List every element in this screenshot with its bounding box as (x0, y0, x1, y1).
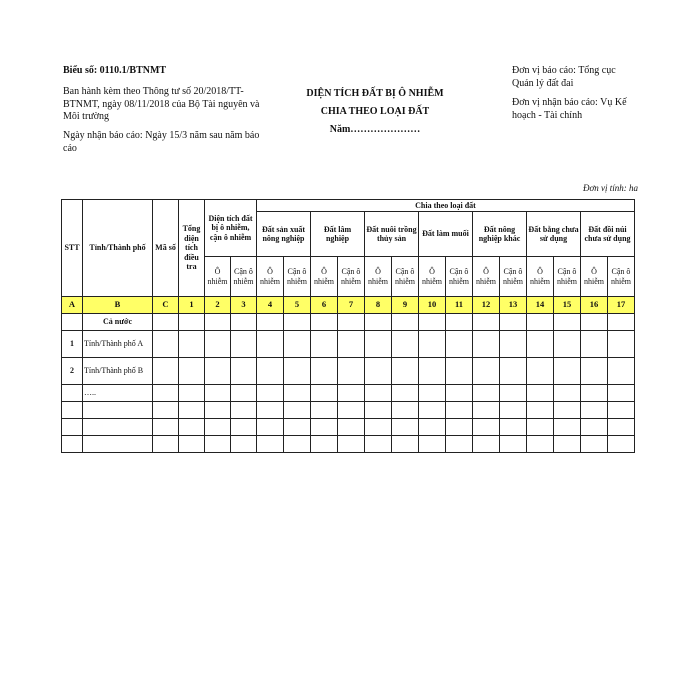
value-cell (231, 419, 257, 436)
value-cell (554, 331, 581, 358)
value-cell (473, 358, 500, 385)
value-cell (284, 436, 311, 453)
value-cell (153, 436, 179, 453)
value-cell (392, 402, 419, 419)
value-cell (608, 385, 635, 402)
row-province-name (83, 436, 153, 453)
row-stt (62, 402, 83, 419)
value-cell (284, 419, 311, 436)
table-row (62, 331, 635, 358)
value-cell (473, 314, 500, 331)
index-cell: 11 (446, 297, 473, 314)
index-cell: 12 (473, 297, 500, 314)
value-cell (473, 385, 500, 402)
value-cell (473, 331, 500, 358)
row-stt (62, 314, 83, 331)
value-cell (554, 436, 581, 453)
value-cell (446, 358, 473, 385)
sub-header-polluted: Ô nhiễm (257, 257, 284, 297)
value-cell (473, 419, 500, 436)
value-cell (581, 314, 608, 331)
value-cell (365, 314, 392, 331)
value-cell (284, 402, 311, 419)
value-cell (527, 385, 554, 402)
value-cell (338, 331, 365, 358)
value-cell (257, 314, 284, 331)
value-cell (554, 314, 581, 331)
value-cell (338, 419, 365, 436)
value-cell (179, 331, 205, 358)
index-cell: 16 (581, 297, 608, 314)
index-cell: 17 (608, 297, 635, 314)
index-cell: 14 (527, 297, 554, 314)
value-cell (608, 358, 635, 385)
value-cell (231, 402, 257, 419)
value-cell (257, 385, 284, 402)
header-by-land-type: Chia theo loại đất (257, 200, 635, 212)
value-cell (527, 402, 554, 419)
table-row (62, 358, 635, 385)
receive-date-note: Ngày nhận báo cáo: Ngày 15/3 năm sau năm báo cáo (63, 130, 260, 154)
index-cell: 2 (205, 297, 231, 314)
value-cell (365, 385, 392, 402)
value-cell (231, 436, 257, 453)
header-province: Tỉnh/Thành phố (83, 200, 153, 297)
index-cell: B (83, 297, 153, 314)
sub-header-polluted: Ô nhiễm (311, 257, 338, 297)
value-cell (446, 436, 473, 453)
report-year: Năm………………… (329, 124, 421, 135)
value-cell (284, 358, 311, 385)
value-cell (392, 358, 419, 385)
value-cell (554, 358, 581, 385)
value-cell (231, 358, 257, 385)
value-cell (500, 402, 527, 419)
row-stt (62, 419, 83, 436)
value-cell (311, 419, 338, 436)
value-cell (205, 314, 231, 331)
value-cell (284, 314, 311, 331)
column-index-row (62, 297, 635, 314)
value-cell (419, 436, 446, 453)
value-cell (205, 385, 231, 402)
index-cell: 1 (179, 297, 205, 314)
value-cell (311, 331, 338, 358)
value-cell (554, 385, 581, 402)
value-cell (365, 358, 392, 385)
sub-header-polluted: Ô nhiễm (473, 257, 500, 297)
value-cell (338, 402, 365, 419)
value-cell (338, 436, 365, 453)
value-cell (179, 436, 205, 453)
value-cell (500, 385, 527, 402)
value-cell (500, 436, 527, 453)
reporting-unit: Đơn vị báo cáo: Tổng cục Quản lý đất đai (512, 65, 616, 89)
table-row (62, 385, 635, 402)
sub-header-near-polluted: Cận ô nhiễm (500, 257, 527, 297)
value-cell (311, 358, 338, 385)
sub-header-near-polluted: Cận ô nhiễm (554, 257, 581, 297)
value-cell (392, 419, 419, 436)
row-stt (62, 436, 83, 453)
land-type-header: Đất đồi núi chưa sử dụng (581, 212, 635, 257)
value-cell (500, 314, 527, 331)
row-stt: 1 (62, 331, 83, 358)
value-cell (419, 358, 446, 385)
value-cell (205, 331, 231, 358)
index-cell: A (62, 297, 83, 314)
value-cell (446, 419, 473, 436)
row-province-name: Tỉnh/Thành phố A (83, 331, 153, 358)
value-cell (608, 402, 635, 419)
land-type-header: Đất làm muối (419, 212, 473, 257)
value-cell (205, 358, 231, 385)
value-cell (153, 385, 179, 402)
land-type-header: Đất bằng chưa sử dụng (527, 212, 581, 257)
header-polluted-area: Diện tích đất bị ô nhiễm, cận ô nhiễm (205, 200, 257, 257)
receiving-unit: Đơn vị nhận báo cáo: Vụ Kế hoạch - Tài chính (512, 97, 627, 121)
index-cell: 5 (284, 297, 311, 314)
value-cell (473, 436, 500, 453)
value-cell (446, 385, 473, 402)
value-cell (527, 436, 554, 453)
row-province-name: Tỉnh/Thành phố B (83, 358, 153, 385)
value-cell (153, 358, 179, 385)
sub-header-near-polluted: Cận ô nhiễm (608, 257, 635, 297)
value-cell (153, 402, 179, 419)
value-cell (392, 331, 419, 358)
value-cell (153, 314, 179, 331)
sub-header-polluted: Ô nhiễm (365, 257, 392, 297)
sub-header-near-polluted: Cận ô nhiễm (284, 257, 311, 297)
row-province-name (83, 419, 153, 436)
sub-header-near-polluted: Cận ô nhiễm (446, 257, 473, 297)
value-cell (311, 385, 338, 402)
value-cell (581, 331, 608, 358)
header-total-area: Tổng diện tích điều tra (179, 200, 205, 297)
value-cell (205, 419, 231, 436)
value-cell (527, 358, 554, 385)
issued-by-note: Ban hành kèm theo Thông tư số 20/2018/TT-BTNMT, ngày 08/11/2018 của Bộ Tài nguyên và Môi trường (63, 86, 260, 122)
value-cell (257, 358, 284, 385)
value-cell (581, 419, 608, 436)
index-cell: 3 (231, 297, 257, 314)
value-cell (153, 419, 179, 436)
value-cell (311, 314, 338, 331)
value-cell (179, 358, 205, 385)
value-cell (365, 419, 392, 436)
row-stt (62, 385, 83, 402)
row-province-name: Cả nước (83, 314, 153, 331)
value-cell (527, 331, 554, 358)
value-cell (257, 419, 284, 436)
value-cell (554, 402, 581, 419)
table-row (62, 314, 635, 331)
row-province-name: ….. (83, 385, 153, 402)
value-cell (554, 419, 581, 436)
index-cell: C (153, 297, 179, 314)
sub-header-near-polluted: Cận ô nhiễm (231, 257, 257, 297)
value-cell (179, 314, 205, 331)
table-row (62, 419, 635, 436)
sub-header-polluted: Ô nhiễm (419, 257, 446, 297)
unit-note: Đơn vị tính: ha (582, 183, 638, 193)
value-cell (338, 314, 365, 331)
index-cell: 9 (392, 297, 419, 314)
value-cell (446, 314, 473, 331)
value-cell (500, 358, 527, 385)
value-cell (205, 436, 231, 453)
index-cell: 15 (554, 297, 581, 314)
value-cell (419, 402, 446, 419)
report-title-line2: CHIA THEO LOẠI ĐẤT (320, 106, 430, 117)
value-cell (608, 331, 635, 358)
header-stt: STT (62, 200, 83, 297)
sub-header-near-polluted: Cận ô nhiễm (338, 257, 365, 297)
index-cell: 7 (338, 297, 365, 314)
value-cell (365, 402, 392, 419)
value-cell (365, 436, 392, 453)
value-cell (608, 436, 635, 453)
index-cell: 6 (311, 297, 338, 314)
value-cell (257, 436, 284, 453)
value-cell (231, 331, 257, 358)
sub-header-polluted: Ô nhiễm (205, 257, 231, 297)
value-cell (419, 331, 446, 358)
value-cell (419, 314, 446, 331)
value-cell (500, 419, 527, 436)
index-cell: 8 (365, 297, 392, 314)
header-code: Mã số (153, 200, 179, 297)
value-cell (527, 314, 554, 331)
table-row (62, 402, 635, 419)
sub-header-polluted: Ô nhiễm (581, 257, 608, 297)
value-cell (311, 436, 338, 453)
report-title-line1: DIỆN TÍCH ĐẤT BỊ Ô NHIỄM (306, 88, 444, 99)
value-cell (581, 385, 608, 402)
value-cell (179, 419, 205, 436)
value-cell (419, 385, 446, 402)
value-cell (608, 314, 635, 331)
value-cell (392, 314, 419, 331)
index-cell: 10 (419, 297, 446, 314)
value-cell (257, 402, 284, 419)
value-cell (338, 385, 365, 402)
value-cell (446, 331, 473, 358)
value-cell (527, 419, 554, 436)
value-cell (392, 436, 419, 453)
value-cell (392, 385, 419, 402)
value-cell (257, 331, 284, 358)
value-cell (284, 385, 311, 402)
row-province-name (83, 402, 153, 419)
value-cell (284, 331, 311, 358)
value-cell (500, 331, 527, 358)
index-cell: 4 (257, 297, 284, 314)
value-cell (608, 419, 635, 436)
value-cell (153, 331, 179, 358)
index-cell: 13 (500, 297, 527, 314)
value-cell (231, 314, 257, 331)
value-cell (581, 436, 608, 453)
value-cell (231, 385, 257, 402)
land-type-header: Đất nuôi trồng thủy sản (365, 212, 419, 257)
land-type-header: Đất sản xuất nông nghiệp (257, 212, 311, 257)
land-type-header: Đất lâm nghiệp (311, 212, 365, 257)
value-cell (311, 402, 338, 419)
value-cell (179, 402, 205, 419)
value-cell (473, 402, 500, 419)
value-cell (338, 358, 365, 385)
value-cell (365, 331, 392, 358)
table-row (62, 436, 635, 453)
sub-header-polluted: Ô nhiễm (527, 257, 554, 297)
row-stt: 2 (62, 358, 83, 385)
form-number: Biểu số: 0110.1/BTNMT (63, 65, 167, 76)
sub-header-near-polluted: Cận ô nhiễm (392, 257, 419, 297)
value-cell (581, 402, 608, 419)
value-cell (205, 402, 231, 419)
value-cell (446, 402, 473, 419)
value-cell (419, 419, 446, 436)
value-cell (581, 358, 608, 385)
value-cell (179, 385, 205, 402)
land-type-header: Đất nông nghiệp khác (473, 212, 527, 257)
land-pollution-table (61, 199, 635, 453)
